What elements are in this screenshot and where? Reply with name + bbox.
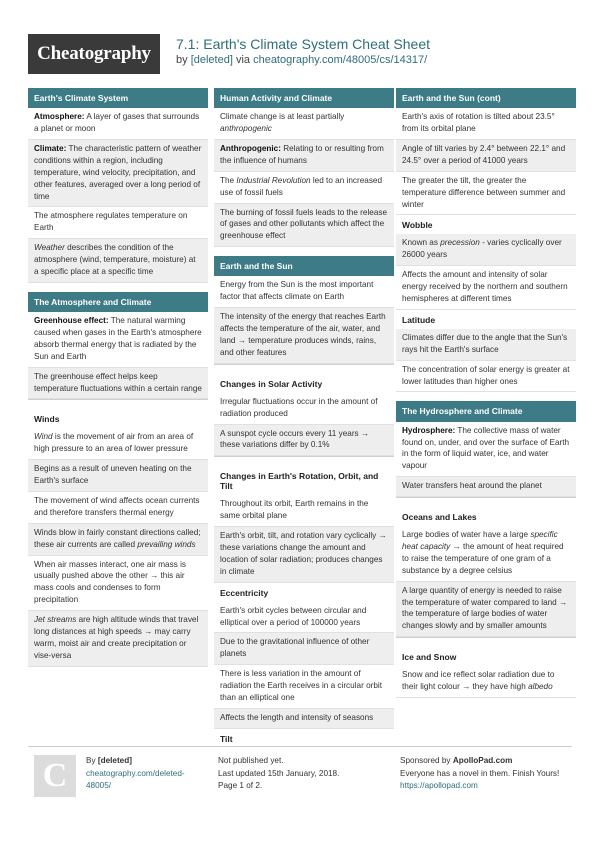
row-orbit-cycles: Earth's orbit cycles between circular and elliptical over a period of 100000 years	[214, 602, 394, 634]
row-gravitational: Due to the gravitational influence of other planets	[214, 633, 394, 665]
row-regulates: The atmosphere regulates temperature on Earth	[28, 207, 208, 239]
column-1	[28, 88, 208, 676]
row-anthropogenic-change: Climate change is at least partially anthropogenic	[214, 108, 394, 140]
subsection-title: Wobble	[396, 215, 576, 234]
row-axis-tilt: Earth's axis of rotation is tilted about 23.5° from its orbital plane	[396, 108, 576, 140]
row-prevailing: Winds blow in fairly constant directions called; these air currents are called prevailing winds	[28, 524, 208, 556]
footer-sponsor: Sponsored by ApolloPad.com Everyone has a novel in them. Finish Yours! https://apollopad.com	[400, 755, 572, 793]
subsection-title: Changes in Earth's Rotation, Orbit, and Tilt	[214, 466, 394, 495]
row-concentration: The concentration of solar energy is greater at lower latitudes than higher ones	[396, 361, 576, 393]
row-uneven-heating: Begins as a result of uneven heating on the Earth's surface	[28, 460, 208, 492]
section-title: The Atmosphere and Climate	[28, 292, 208, 312]
row-greater-tilt: The greater the tilt, the greater the temperature difference between summer and winter	[396, 172, 576, 216]
footer-author: By [deleted] cheatography.com/deleted-48005/	[86, 755, 206, 793]
row-air-masses: When air masses interact, one air mass is usually pushed above the other → this air mass cools and condenses to form precipitation	[28, 556, 208, 612]
author-link[interactable]: [deleted]	[190, 54, 233, 66]
row-hemispheres: Affects the amount and intensity of solar energy received by the northern and southern hemispheres at different times	[396, 266, 576, 310]
row-specific-heat: Large bodies of water have a large specific heat capacity → the amount of heat required to raise the temperature of one gram of a substance by a degree celsius	[396, 526, 576, 582]
row-precession: Known as precession - varies cyclically over 26000 years	[396, 234, 576, 266]
cheatography-logo[interactable]: Cheatography	[28, 34, 160, 74]
row-wind: Wind is the movement of air from an area of high pressure to an area of lower pressure	[28, 428, 208, 460]
byline: by [deleted] via cheatography.com/48005/cs/14317/	[176, 54, 428, 66]
row-anthropogenic-def: Anthropogenic: Relating to or resulting from the influence of humans	[214, 140, 394, 172]
row-water-transfers: Water transfers heat around the planet	[396, 477, 576, 497]
row-ocean-currents: The movement of wind affects ocean currents and therefore transfers thermal energy	[28, 492, 208, 524]
row-intensity: The intensity of the energy that reaches Earth affects the temperature of the air, water, and land → temperature produces winds, rains, and other features	[214, 308, 394, 364]
column-3	[396, 88, 576, 707]
section-earth-sun-cont	[396, 88, 576, 392]
row-seasons: Affects the length and intensity of seasons	[214, 709, 394, 729]
page-header	[28, 34, 572, 78]
section-atmosphere-climate	[28, 292, 208, 667]
subsection-title: Winds	[28, 409, 208, 428]
sponsor-name: ApolloPad.com	[452, 756, 513, 765]
section-title: Human Activity and Climate	[214, 88, 394, 108]
row-atmosphere: Atmosphere: A layer of gases that surrounds a planet or moon	[28, 108, 208, 140]
row-less-variation: There is less variation in the amount of radiation the Earth receives in a circular orbit than an elliptical one	[214, 665, 394, 709]
subsection-title: Changes in Solar Activity	[214, 374, 394, 393]
section-hydrosphere	[396, 401, 576, 698]
row-albedo: Snow and ice reflect solar radiation due to their light colour → they have high albedo	[396, 666, 576, 698]
section-climate-system	[28, 88, 208, 283]
footer-author-link[interactable]: cheatography.com/deleted-48005/	[86, 768, 185, 791]
section-title: Earth and the Sun (cont)	[396, 88, 576, 108]
subsection-title: Latitude	[396, 310, 576, 329]
row-irregular: Irregular fluctuations occur in the amount of radiation produced	[214, 393, 394, 425]
author-avatar-icon: C	[34, 755, 76, 797]
subsection-title: Oceans and Lakes	[396, 507, 576, 526]
footer-status: Not published yet. Last updated 15th January, 2018. Page 1 of 2.	[218, 756, 340, 791]
row-fossil-fuels: The burning of fossil fuels leads to the release of gases and other pollutants which affect the greenhouse effect	[214, 204, 394, 248]
section-human-activity	[214, 88, 394, 247]
row-hydrosphere-def: Hydrosphere: The collective mass of water found on, under, and over the surface of Earth in the form of liquid water, ice, and water vapour	[396, 422, 576, 478]
sheet-url-link[interactable]: cheatography.com/48005/cs/14317/	[253, 54, 428, 66]
row-greenhouse: Greenhouse effect: The natural warming caused when gases in the Earth's atmosphere absorb thermal energy that is radiated by the Sun and Earth	[28, 312, 208, 368]
row-weather: Weather describes the condition of the atmosphere (wind, temperature, moisture) at a specific place at a specific time	[28, 239, 208, 283]
row-climate: Climate: The characteristic pattern of weather conditions within a region, including temperature, wind velocity, precipitation, and other features, averaged over a long period of time	[28, 140, 208, 207]
section-title: The Hydrosphere and Climate	[396, 401, 576, 421]
section-earth-sun	[214, 256, 394, 748]
row-sunspot: A sunspot cycle occurs every 11 years → these variations differ by 0.1%	[214, 425, 394, 457]
subsection-title: Eccentricity	[214, 583, 394, 602]
footer-author-name: [deleted]	[97, 756, 132, 765]
row-angle-rays: Climates differ due to the angle that the Sun's rays hit the Earth's surface	[396, 329, 576, 361]
section-title: Earth and the Sun	[214, 256, 394, 276]
row-tilt-varies: Angle of tilt varies by 2.4° between 22.1° and 24.5° over a period of 41000 years	[396, 140, 576, 172]
subsection-title: Ice and Snow	[396, 647, 576, 666]
row-cyclic-variation: Earth's orbit, tilt, and rotation vary cyclically → these variations change the amount and location of solar radiation; produces changes in climate	[214, 527, 394, 583]
row-jet-streams: Jet streams are high altitude winds that travel long distances at high speeds → may carry warm, moist air and create precipitation or vise-versa	[28, 611, 208, 667]
row-large-quantity: A large quantity of energy is needed to raise the temperature of water compared to land → the temperature of large bodies of water changes slowly and by smaller amounts	[396, 582, 576, 638]
page-title: 7.1: Earth's Climate System Cheat Sheet	[176, 36, 431, 52]
sponsor-link[interactable]: https://apollopad.com	[400, 781, 478, 791]
row-orbital-plane: Throughout its orbit, Earth remains in the same orbital plane	[214, 495, 394, 527]
section-title: Earth's Climate System	[28, 88, 208, 108]
row-greenhouse-range: The greenhouse effect helps keep temperature fluctuations within a certain range	[28, 368, 208, 400]
row-industrial: The Industrial Revolution led to an increased use of fossil fuels	[214, 172, 394, 204]
row-energy-sun: Energy from the Sun is the most important factor that affects climate on Earth	[214, 276, 394, 308]
page-footer	[28, 746, 572, 810]
subsection-title: Tilt	[214, 729, 394, 748]
column-2	[214, 88, 394, 757]
